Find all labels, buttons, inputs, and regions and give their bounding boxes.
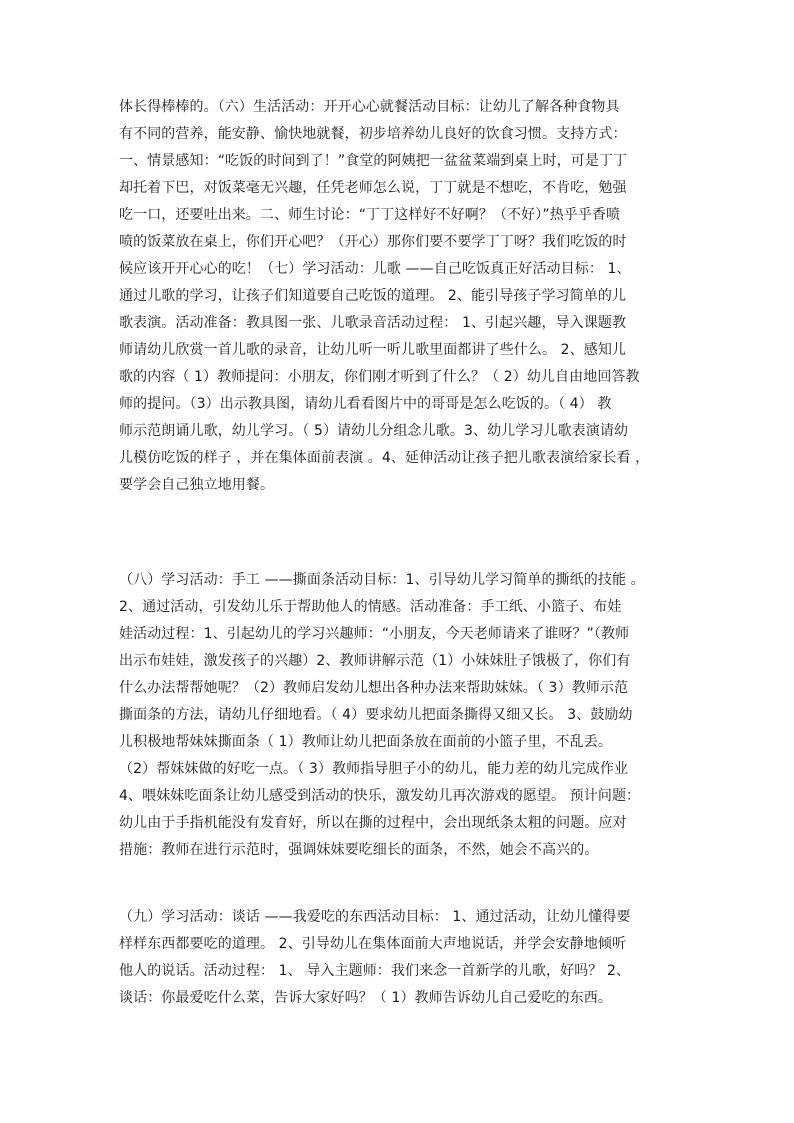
- text-line: 吃一口，还要吐出来。二、师生讨论：“丁丁这样好不好啊？（不好）”热乎乎香喷: [119, 207, 621, 223]
- text-line: 歌的内容（ 1）教师提问：小朋友，你们刚才听到了什么？（ 2）幼儿自由地回答教: [119, 369, 640, 385]
- text-line: 通过儿歌的学习，让孩子们知道要自己吃饭的道理。 2、能引导孩子学习简单的儿: [119, 288, 627, 304]
- paragraph-activity-9: [119, 904, 679, 1012]
- text-line: 什么办法帮帮她呢？（2）教师启发幼儿想出各种办法来帮助妹妹。（ 3）教师示范: [119, 680, 629, 696]
- text-line: 候应该开开心心的吃！（七）学习活动：儿歌 ——自己吃饭真正好活动目标： 1、: [119, 261, 631, 277]
- text-line: 样样东西都要吃的道理。 2、引导幼儿在集体面前大声地说话，并学会安静地倾听: [119, 936, 627, 952]
- text-line: 儿积极地帮妹妹撕面条（ 1）教师让幼儿把面条放在面前的小篮子里，不乱丢。: [119, 734, 612, 750]
- text-line: （八）学习活动：手工 ——撕面条活动目标：1、引导幼儿学习简单的撕纸的技能 。: [119, 572, 645, 588]
- text-line: 喷的饭菜放在桌上，你们开心吧？（开心）那你们要不要学丁丁呀？我们吃饭的时: [119, 234, 627, 250]
- text-line: （九）学习活动：谈话 ——我爱吃的东西活动目标： 1、通过活动，让幼儿懂得要: [119, 909, 631, 925]
- text-line: 撕面条的方法，请幼儿仔细地看。（ 4）要求幼儿把面条撕得又细又长。 3、鼓励幼: [119, 707, 633, 723]
- text-line: 一、情景感知：“吃饭的时间到了！”食堂的阿姨把一盆盆菜端到桌上时，可是丁丁: [119, 153, 628, 169]
- text-line: 他人的说话。活动过程： 1、 导入主题师：我们来念一首新学的儿歌，好吗？ 2、: [119, 963, 631, 979]
- paragraph-activity-8: [119, 567, 679, 864]
- text-line: 师的提问。（3）出示教具图，请幼儿看看图片中的哥哥是怎么吃饭的。（ 4） 教: [119, 396, 612, 412]
- text-line: 歌表演。活动准备：教具图一张、儿歌录音活动过程： 1、引起兴趣，导入课题教: [119, 315, 627, 331]
- text-line: 措施：教师在进行示范时，强调妹妹要吃细长的面条，不然，她会不高兴的。: [119, 842, 599, 858]
- text-line: 师示范朗诵儿歌，幼儿学习。（ 5）请幼儿分组念儿歌。3、幼儿学习儿歌表演请幼: [119, 423, 629, 439]
- text-line: 出示布娃娃，激发孩子的兴趣）2、教师讲解示范（1）小妹妹肚子饿极了，你们有: [119, 653, 631, 669]
- text-line: （2）帮妹妹做的好吃一点。（ 3）教师指导胆子小的幼儿，能力差的幼儿完成作业: [119, 761, 629, 777]
- text-line: 2、通过活动，引发幼儿乐于帮助他人的情感。活动准备：手工纸、小篮子、布娃: [119, 599, 622, 615]
- text-line: 娃活动过程：1、引起幼儿的学习兴趣师：“小朋友，今天老师请来了谁呀？”（教师: [119, 626, 630, 642]
- text-line: 4、喂妹妹吃面条让幼儿感受到活动的快乐，激发幼儿再次游戏的愿望。 预计问题：: [119, 788, 641, 804]
- text-line: 幼儿由于手指机能没有发育好，所以在撕的过程中，会出现纸条太粗的问题。应对: [119, 815, 627, 831]
- text-line: 儿模仿吃饭的样子 ，并在集体面前表演 。4、延伸活动让孩子把儿歌表演给家长看 ，: [119, 450, 650, 466]
- text-line: 体长得棒棒的。（六）生活活动：开开心心就餐活动目标：让幼儿了解各种食物具: [119, 99, 620, 115]
- paragraph-activities-6-7: [119, 94, 679, 499]
- text-line: 有不同的营养，能安静、愉快地就餐，初步培养幼儿良好的饮食习惯。支持方式：: [119, 126, 627, 142]
- text-line: 师请幼儿欣赏一首儿歌的录音，让幼儿听一听儿歌里面都讲了些什么。 2、感知儿: [119, 342, 627, 358]
- text-line: 谈话：你最爱吃什么菜，告诉大家好吗？（ 1）教师告诉幼儿自己爱吃的东西。: [119, 990, 612, 1006]
- text-line: 要学会自己独立地用餐。: [119, 477, 275, 493]
- text-line: 却托着下巴，对饭菜毫无兴趣，任凭老师怎么说，丁丁就是不想吃，不肯吃，勉强: [119, 180, 627, 196]
